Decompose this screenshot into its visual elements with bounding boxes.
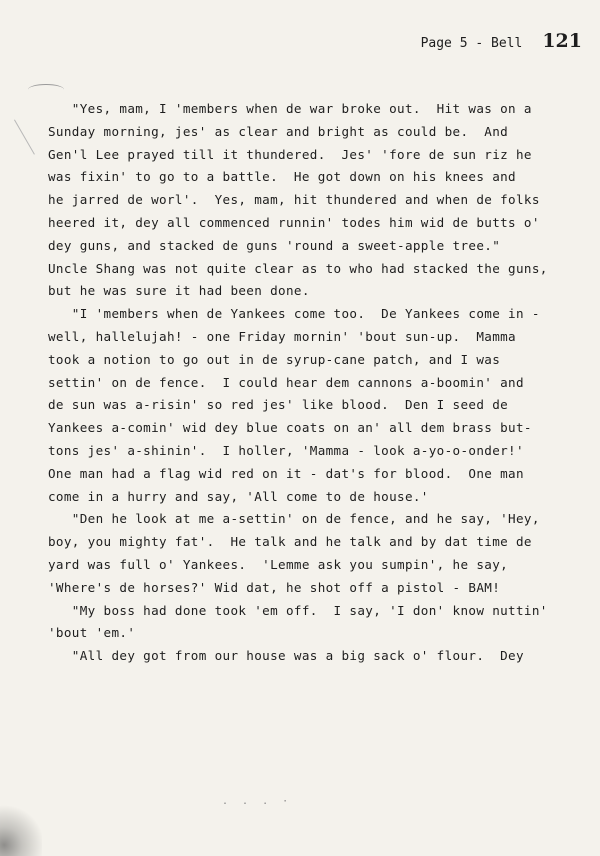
text-line: well, hallelujah! - one Friday mornin' 'bout sun-up. Mamma bbox=[48, 328, 516, 344]
text-line: dey guns, and stacked de guns 'round a sweet-apple tree." bbox=[48, 237, 501, 253]
body-text bbox=[48, 98, 584, 668]
text-line: but he was sure it had been done. bbox=[48, 283, 310, 299]
margin-stroke bbox=[14, 115, 44, 155]
text-line: he jarred de worl'. Yes, mam, hit thundered and when de folks bbox=[48, 192, 540, 208]
text-line: tons jes' a-shinin'. I holler, 'Mamma - look a-yo-o-onder!' bbox=[48, 442, 524, 458]
scan-artifact-dots: . . . · bbox=[222, 796, 293, 807]
text-line: come in a hurry and say, 'All come to de house.' bbox=[48, 488, 429, 504]
text-line: One man had a flag wid red on it - dat's for blood. One man bbox=[48, 465, 524, 481]
page-number: 121 bbox=[542, 30, 582, 52]
text-line: "Den he look at me a-settin' on de fence, and he say, 'Hey, bbox=[48, 511, 540, 527]
text-line: "All dey got from our house was a big sack o' flour. Dey bbox=[48, 648, 524, 664]
text-line: "I 'members when de Yankees come too. De Yankees come in - bbox=[48, 306, 540, 322]
text-line: 'bout 'em.' bbox=[48, 625, 136, 641]
text-line: de sun was a-risin' so red jes' like blood. Den I seed de bbox=[48, 397, 509, 413]
text-line: Gen'l Lee prayed till it thundered. Jes' 'fore de sun riz he bbox=[48, 146, 532, 162]
text-line: yard was full o' Yankees. 'Lemme ask you sumpin', he say, bbox=[48, 556, 509, 572]
text-line: boy, you mighty fat'. He talk and he talk and by dat time de bbox=[48, 534, 532, 550]
margin-pencil-mark bbox=[28, 84, 64, 95]
text-line: Sunday morning, jes' as clear and bright as could be. And bbox=[48, 123, 509, 139]
header-label: Page 5 - Bell bbox=[420, 36, 523, 51]
text-line: "My boss had done took 'em off. I say, 'I don' know nuttin' bbox=[48, 602, 548, 618]
text-line: "Yes, mam, I 'members when de war broke out. Hit was on a bbox=[48, 101, 532, 116]
scan-speckle bbox=[0, 746, 42, 856]
text-line: Uncle Shang was not quite clear as to who had stacked the guns, bbox=[48, 260, 548, 276]
text-line: heered it, dey all commenced runnin' todes him wid de butts o' bbox=[48, 214, 540, 230]
text-line: Yankees a-comin' wid dey blue coats on an' all dem brass but- bbox=[48, 420, 532, 436]
text-line: 'Where's de horses?' Wid dat, he shot off a pistol - BAM! bbox=[48, 579, 501, 595]
text-line: was fixin' to go to a battle. He got down on his knees and bbox=[48, 169, 516, 185]
text-line: took a notion to go out in de syrup-cane patch, and I was bbox=[48, 351, 501, 367]
text-line: settin' on de fence. I could hear dem cannons a-boomin' and bbox=[48, 374, 524, 390]
page-header bbox=[421, 30, 582, 52]
